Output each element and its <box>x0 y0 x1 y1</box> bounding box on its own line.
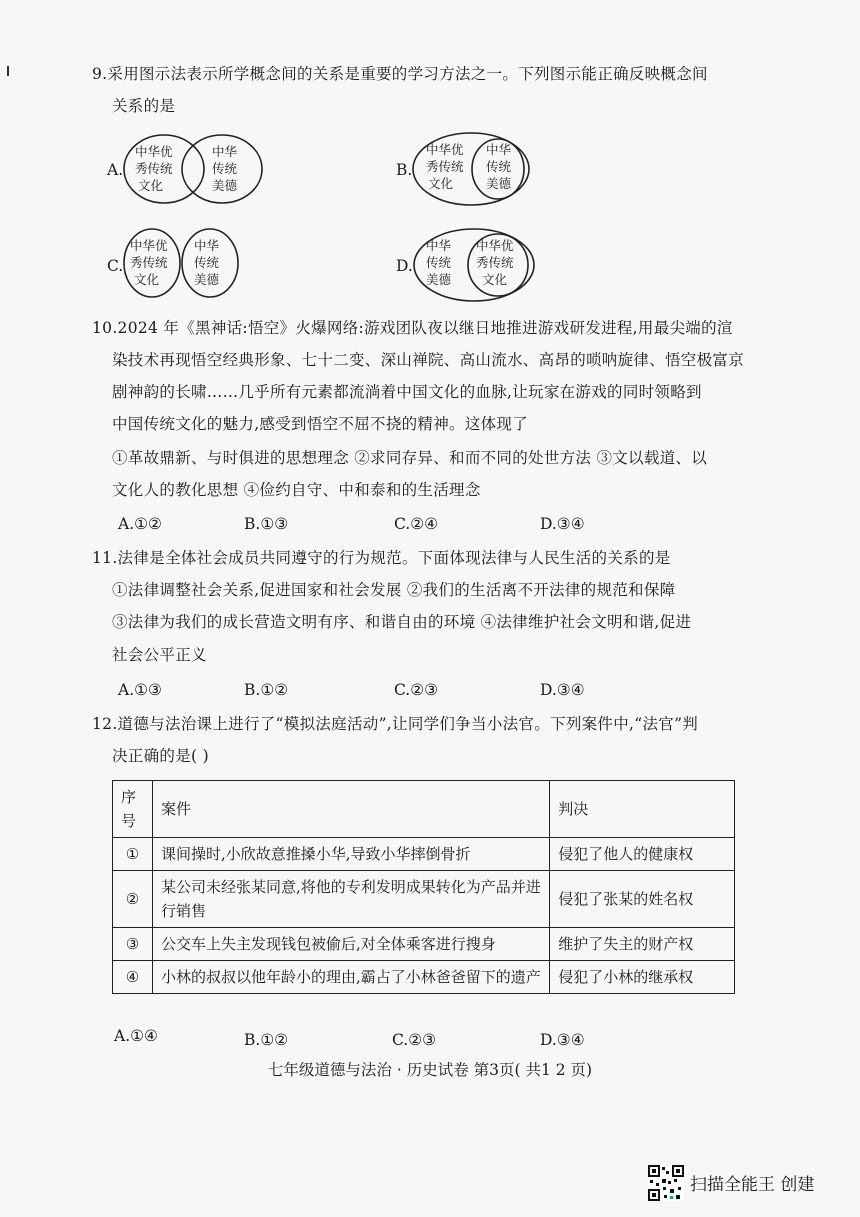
q11-line4: 社会公平正义 <box>112 646 207 664</box>
table-row <box>113 871 735 928</box>
row-no: ④ <box>113 961 153 994</box>
q9-stem-line2: 关系的是 <box>112 97 176 115</box>
table-row <box>113 838 735 871</box>
q9-d-outer-l3: 美德 <box>426 272 452 287</box>
q10-choice-c: C.②④ <box>394 515 439 533</box>
row-verdict: 侵犯了他人的健康权 <box>550 838 735 871</box>
q11-choice-b: B.①② <box>244 681 289 699</box>
q9-b-outer-l2: 秀传统 <box>426 159 464 174</box>
q12-choice-b: B.①② <box>244 1031 289 1049</box>
case-table-header <box>113 781 735 838</box>
row-no: ① <box>113 838 153 871</box>
q9-d-inner-l3: 文化 <box>482 272 508 287</box>
q9-a-right-l2: 传统 <box>212 161 238 176</box>
row-case: 公交车上失主发现钱包被偷后,对全体乘客进行搜身 <box>152 928 549 961</box>
q10-line1: 10.2024 年《黑神话:悟空》火爆网络:游戏团队夜以继日地推进游戏研发进程,用最尖端的渲 <box>92 319 733 337</box>
q9-c-right-l1: 中华 <box>194 238 220 253</box>
q12-line2: 决正确的是( ) <box>112 747 209 765</box>
row-case: 小林的叔叔以他年龄小的理由,霸占了小林爸爸留下的遗产 <box>152 961 549 994</box>
qr-code-icon <box>648 1165 684 1201</box>
q12-choice-a: A.①④ <box>114 1027 158 1045</box>
row-verdict: 侵犯了小林的继承权 <box>550 961 735 994</box>
q9-b-inner-l2: 传统 <box>486 159 512 174</box>
q9-a-left-l2: 秀传统 <box>135 161 173 176</box>
q9-option-c-venn <box>120 226 250 300</box>
header-no: 序号 <box>113 781 153 838</box>
q9-a-left-l3: 文化 <box>138 178 164 193</box>
margin-mark <box>7 66 9 76</box>
q10-line6: 文化人的教化思想 ④俭约自守、中和泰和的生活理念 <box>112 481 481 499</box>
row-verdict: 维护了失主的财产权 <box>550 928 735 961</box>
q12-choice-c: C.②③ <box>392 1031 437 1049</box>
q11-line2: ①法律调整社会关系,促进国家和社会发展 ②我们的生活离不开法律的规范和保障 <box>112 581 676 599</box>
q9-a-right-l3: 美德 <box>212 178 238 193</box>
table-row <box>113 928 735 961</box>
q9-b-inner-l1: 中华 <box>486 142 512 157</box>
q9-b-outer-l3: 文化 <box>428 176 454 191</box>
header-case: 案件 <box>152 781 549 838</box>
q9-stem-line1: 9.采用图示法表示所学概念间的关系是重要的学习方法之一。下列图示能正确反映概念间 <box>92 65 708 83</box>
q11-choice-d: D.③④ <box>540 681 585 699</box>
q9-b-inner-l3: 美德 <box>486 176 512 191</box>
row-case: 某公司未经张某同意,将他的专利发明成果转化为产品并进行销售 <box>152 871 549 928</box>
header-verdict: 判决 <box>550 781 735 838</box>
q11-choice-a: A.①③ <box>118 681 162 699</box>
q10-line5: ①革故鼎新、与时俱进的思想理念 ②求同存异、和而不同的处世方法 ③文以载道、以 <box>112 449 708 467</box>
q9-a-right-l1: 中华 <box>212 144 238 159</box>
q10-choice-a: A.①② <box>118 515 162 533</box>
q10-choice-b: B.①③ <box>244 515 289 533</box>
q11-line1: 11.法律是全体社会成员共同遵守的行为规范。下面体现法律与人民生活的关系的是 <box>92 549 671 567</box>
q9-option-b-letter: B. <box>396 161 413 179</box>
q11-choice-c: C.②③ <box>394 681 439 699</box>
q10-line4: 中国传统文化的魅力,感受到悟空不屈不挠的精神。这体现了 <box>112 415 529 433</box>
q9-option-d-letter: D. <box>396 257 413 275</box>
q9-d-outer-l2: 传统 <box>426 255 452 270</box>
q9-c-left-l2: 秀传统 <box>130 255 168 270</box>
page-footer: 七年级道德与法治 · 历史试卷 第3页( 共1 2 页) <box>267 1061 593 1079</box>
q9-option-a-letter: A. <box>107 161 124 179</box>
row-case: 课间操时,小欣故意推搡小华,导致小华摔倒骨折 <box>152 838 549 871</box>
row-no: ③ <box>113 928 153 961</box>
q9-d-outer-l1: 中华 <box>426 238 452 253</box>
q12-choice-d: D.③④ <box>540 1031 585 1049</box>
q9-c-right-l2: 传统 <box>194 255 220 270</box>
row-verdict: 侵犯了张某的姓名权 <box>550 871 735 928</box>
case-table <box>112 780 735 994</box>
q9-option-b-venn <box>408 130 538 208</box>
q10-choice-d: D.③④ <box>540 515 585 533</box>
q9-d-inner-l1: 中华优 <box>476 238 514 253</box>
q9-c-right-l3: 美德 <box>194 272 220 287</box>
scanner-watermark: 扫描全能王 创建 <box>690 1175 815 1195</box>
q10-line3: 剧神韵的长啸……几乎所有元素都流淌着中国文化的血脉,让玩家在游戏的同时领略到 <box>112 383 702 401</box>
q12-line1: 12.道德与法治课上进行了“模拟法庭活动”,让同学们争当小法官。下列案件中,“法官”判 <box>92 715 699 733</box>
q9-b-outer-l1: 中华优 <box>426 142 464 157</box>
q11-line3: ③法律为我们的成长营造文明有序、和谐自由的环境 ④法律维护社会文明和谐,促进 <box>112 613 692 631</box>
q9-a-left-l1: 中华优 <box>135 144 173 159</box>
q9-c-left-l3: 文化 <box>134 272 160 287</box>
q9-option-a-venn <box>118 132 268 206</box>
q9-option-c-letter: C. <box>107 257 124 275</box>
q9-c-left-l1: 中华优 <box>130 238 168 253</box>
q9-d-inner-l2: 秀传统 <box>476 255 514 270</box>
q9-option-d-venn <box>408 226 540 304</box>
q10-line2: 染技术再现悟空经典形象、七十二变、深山禅院、高山流水、高昂的唢呐旋律、悟空极富京 <box>112 351 745 369</box>
row-no: ② <box>113 871 153 928</box>
table-row <box>113 961 735 994</box>
